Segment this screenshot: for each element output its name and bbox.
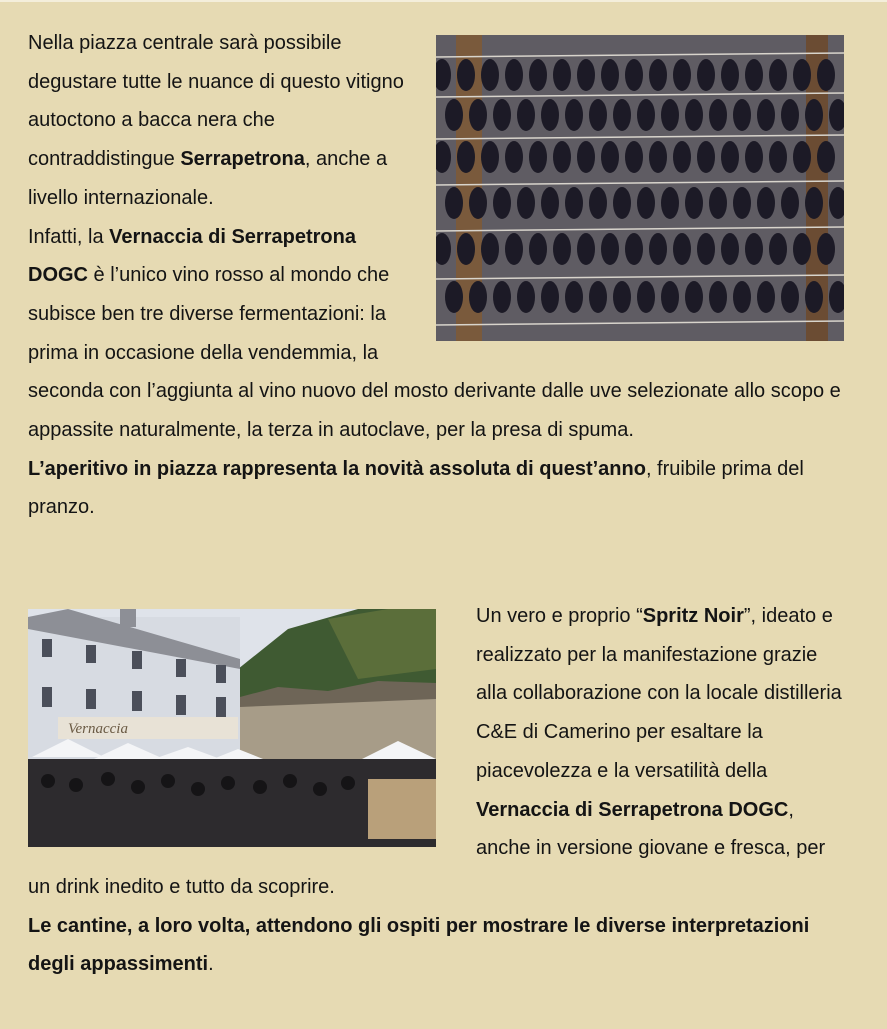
grape-cluster	[505, 233, 523, 265]
grape-cluster	[757, 281, 775, 313]
grape-cluster	[721, 141, 739, 173]
grape-cluster	[541, 187, 559, 219]
text-run: , anche in versione giovane e fresca, per un drink inedito e tutto da scoprire.	[28, 798, 826, 898]
grape-cluster	[673, 233, 691, 265]
piazza-market-photo	[28, 609, 436, 847]
grape-cluster	[709, 281, 727, 313]
grape-cluster	[601, 233, 619, 265]
bold-run-cantine: Le cantine, a loro volta, attendono gli ospiti per mostrare le diverse interpretazioni degli appassimenti	[28, 914, 810, 976]
grape-cluster	[577, 233, 595, 265]
article-section-2	[28, 597, 848, 984]
grape-cluster	[625, 59, 643, 91]
grape-cluster	[493, 281, 511, 313]
grape-cluster	[817, 59, 835, 91]
bold-run-serrapetrona: Serrapetrona	[180, 148, 305, 171]
grape-cluster	[649, 59, 667, 91]
grape-cluster	[781, 187, 799, 219]
grape-cluster	[781, 99, 799, 131]
grape-cluster	[445, 187, 463, 219]
grape-cluster	[637, 187, 655, 219]
grape-cluster	[769, 233, 787, 265]
grape-cluster	[817, 233, 835, 265]
grape-cluster	[457, 233, 475, 265]
grape-cluster	[661, 99, 679, 131]
grape-cluster	[445, 281, 463, 313]
grape-cluster	[469, 187, 487, 219]
text-run: Nella piazza centrale sarà possibile degustare tutte le nuance di questo vitigno autoctono a bacca nera che contraddistingue	[28, 32, 404, 171]
paragraph-aperitivo	[28, 450, 848, 527]
grape-cluster	[445, 99, 463, 131]
bold-run-vernaccia: Vernaccia di Serrapetrona DOGC	[476, 798, 789, 821]
grape-cluster	[661, 281, 679, 313]
grape-cluster	[781, 281, 799, 313]
grape-cluster	[697, 59, 715, 91]
grape-cluster	[589, 99, 607, 131]
grape-cluster	[793, 59, 811, 91]
grape-cluster	[661, 187, 679, 219]
grape-cluster	[601, 141, 619, 173]
grape-cluster	[733, 99, 751, 131]
grape-cluster	[805, 187, 823, 219]
grape-cluster	[481, 59, 499, 91]
grape-cluster	[685, 99, 703, 131]
grape-cluster	[517, 187, 535, 219]
grape-cluster	[553, 233, 571, 265]
grape-cluster	[565, 99, 583, 131]
text-run: , anche a livello internazionale.	[28, 148, 388, 209]
grape-cluster	[625, 233, 643, 265]
text-run: Un vero e proprio “	[476, 605, 643, 627]
grape-cluster	[505, 59, 523, 91]
grape-cluster	[517, 281, 535, 313]
grape-cluster	[709, 99, 727, 131]
grape-cluster	[529, 141, 547, 173]
building-sign-text: Vernaccia	[68, 721, 128, 737]
text-run: è l’unico vino rosso al mondo che subisce ben tre diverse fermentazioni: la prima in occasione della vendemmia, la seconda con l’aggiunta al vino nuovo del mosto derivante dalle uve selezionate allo scopo e appassite naturalmente, la terza in autoclave, per la presa di spuma.	[28, 264, 841, 442]
grape-cluster	[553, 141, 571, 173]
grape-cluster	[577, 141, 595, 173]
grape-cluster	[493, 187, 511, 219]
grape-cluster	[673, 59, 691, 91]
grape-cluster	[649, 233, 667, 265]
grape-cluster	[685, 187, 703, 219]
grape-cluster	[541, 99, 559, 131]
grape-cluster	[505, 141, 523, 173]
grape-cluster	[721, 59, 739, 91]
grape-cluster	[733, 187, 751, 219]
grape-cluster	[709, 187, 727, 219]
grape-cluster	[817, 141, 835, 173]
grape-cluster	[553, 59, 571, 91]
text-run: , fruibile prima del pranzo.	[28, 457, 804, 519]
drying-grapes-illustration	[436, 35, 844, 341]
grape-cluster	[481, 233, 499, 265]
grape-cluster	[613, 281, 631, 313]
grape-cluster	[793, 141, 811, 173]
grape-cluster	[529, 59, 547, 91]
text-run: .	[208, 953, 214, 976]
grape-cluster	[577, 59, 595, 91]
grape-cluster	[457, 59, 475, 91]
grape-cluster	[757, 99, 775, 131]
text-run: ”, ideato e realizzato per la manifestazione grazie alla collaborazione con la locale distilleria C&E di Camerino per esaltare la piacevolezza e la versatilità della	[476, 605, 842, 782]
grape-cluster	[769, 141, 787, 173]
grape-cluster	[625, 141, 643, 173]
grape-cluster	[481, 141, 499, 173]
grape-cluster	[469, 99, 487, 131]
grape-cluster	[565, 187, 583, 219]
grape-cluster	[637, 281, 655, 313]
grape-cluster	[613, 99, 631, 131]
grape-cluster	[589, 187, 607, 219]
grape-cluster	[469, 281, 487, 313]
drying-grapes-photo	[436, 35, 844, 341]
grape-cluster	[637, 99, 655, 131]
paragraph-cantine	[28, 907, 848, 984]
grape-cluster	[769, 59, 787, 91]
grape-cluster	[793, 233, 811, 265]
grape-cluster	[745, 141, 763, 173]
grape-cluster	[757, 187, 775, 219]
grape-cluster	[601, 59, 619, 91]
article-section-1	[28, 24, 848, 527]
grape-cluster	[457, 141, 475, 173]
grape-cluster	[649, 141, 667, 173]
grape-cluster	[733, 281, 751, 313]
grape-cluster	[805, 281, 823, 313]
grape-cluster	[697, 233, 715, 265]
grape-cluster	[613, 187, 631, 219]
grape-cluster	[721, 233, 739, 265]
grape-cluster	[541, 281, 559, 313]
text-run: Infatti, la	[28, 225, 110, 248]
grape-cluster	[673, 141, 691, 173]
bold-run-aperitivo: L’aperitivo in piazza rappresenta la novità assoluta di quest’anno	[28, 457, 646, 480]
piazza-market-illustration	[28, 609, 436, 847]
bold-run-vernaccia: Vernaccia di Serrapetrona DOGC	[28, 225, 356, 287]
bold-run-spritz-noir: Spritz Noir	[642, 605, 744, 627]
grape-cluster	[685, 281, 703, 313]
grape-cluster	[493, 99, 511, 131]
grape-cluster	[517, 99, 535, 131]
grape-cluster	[589, 281, 607, 313]
grape-cluster	[745, 233, 763, 265]
grape-cluster	[745, 59, 763, 91]
grape-cluster	[805, 99, 823, 131]
grape-cluster	[565, 281, 583, 313]
grape-cluster	[529, 233, 547, 265]
grape-cluster	[697, 141, 715, 173]
